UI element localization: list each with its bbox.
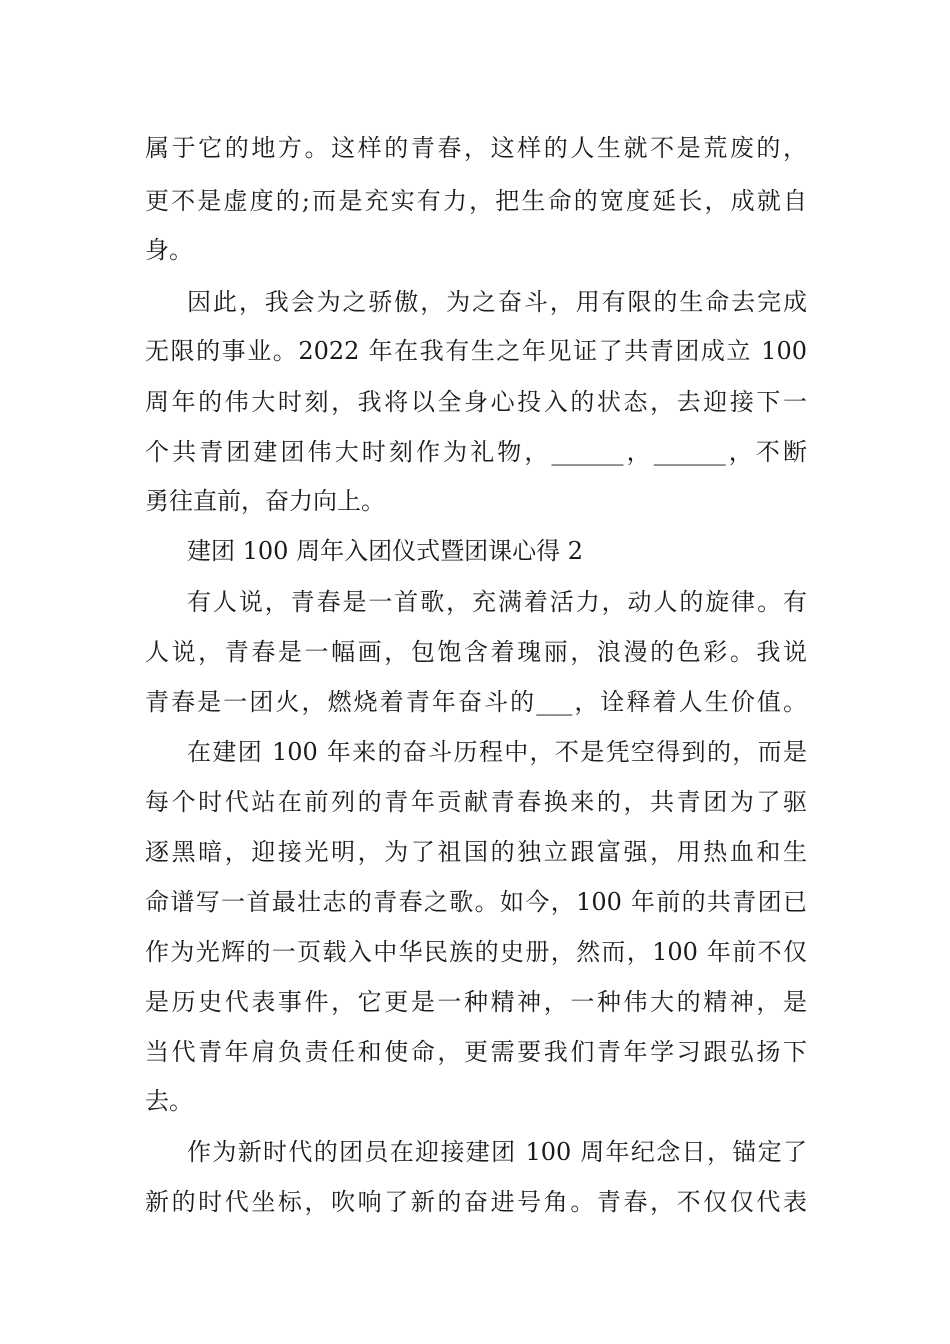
paragraph-line: 更不是虚度的;而是充实有力，把生命的宽度延长，成就自 [145,187,807,215]
paragraph-line: 身。 [145,236,193,264]
paragraph-line: 逐黑暗，迎接光明，为了祖国的独立跟富强，用热血和生 [145,838,807,866]
paragraph-line: 作为光辉的一页载入中华民族的史册，然而，100 年前不仅 [145,938,807,966]
paragraph-line: 勇往直前，奋力向上。 [145,487,385,515]
paragraph-line: 是历史代表事件，它更是一种精神，一种伟大的精神，是 [145,988,807,1016]
paragraph-line: 属于它的地方。这样的青春，这样的人生就不是荒废的， [145,134,807,162]
paragraph-line: 无限的事业。2022 年在我有生之年见证了共青团成立 100 [145,337,807,365]
paragraph-line: 在建团 100 年来的奋斗历程中，不是凭空得到的，而是 [187,738,807,766]
paragraph-line: 新的时代坐标，吹响了新的奋进号角。青春，不仅仅代表 [145,1188,807,1216]
paragraph-line: 命谱写一首最壮志的青春之歌。如今，100 年前的共青团已 [145,888,807,916]
paragraph-line: 个共青团建团伟大时刻作为礼物，______，______，不断 [145,438,807,466]
section-heading: 建团 100 周年入团仪式暨团课心得 2 [187,537,583,565]
paragraph-line: 去。 [145,1087,193,1115]
paragraph-line: 人说，青春是一幅画，包饱含着瑰丽，浪漫的色彩。我说 [145,638,807,666]
paragraph-line: 作为新时代的团员在迎接建团 100 周年纪念日，锚定了 [187,1138,807,1166]
paragraph-line: 当代青年肩负责任和使命，更需要我们青年学习跟弘扬下 [145,1038,807,1066]
paragraph-line: 每个时代站在前列的青年贡献青春换来的，共青团为了驱 [145,788,807,816]
paragraph-line: 因此，我会为之骄傲，为之奋斗，用有限的生命去完成 [187,288,807,316]
paragraph-line: 青春是一团火，燃烧着青年奋斗的___，诠释着人生价值。 [145,688,807,716]
paragraph-line: 周年的伟大时刻，我将以全身心投入的状态，去迎接下一 [145,388,807,416]
paragraph-line: 有人说，青春是一首歌，充满着活力，动人的旋律。有 [187,588,807,616]
